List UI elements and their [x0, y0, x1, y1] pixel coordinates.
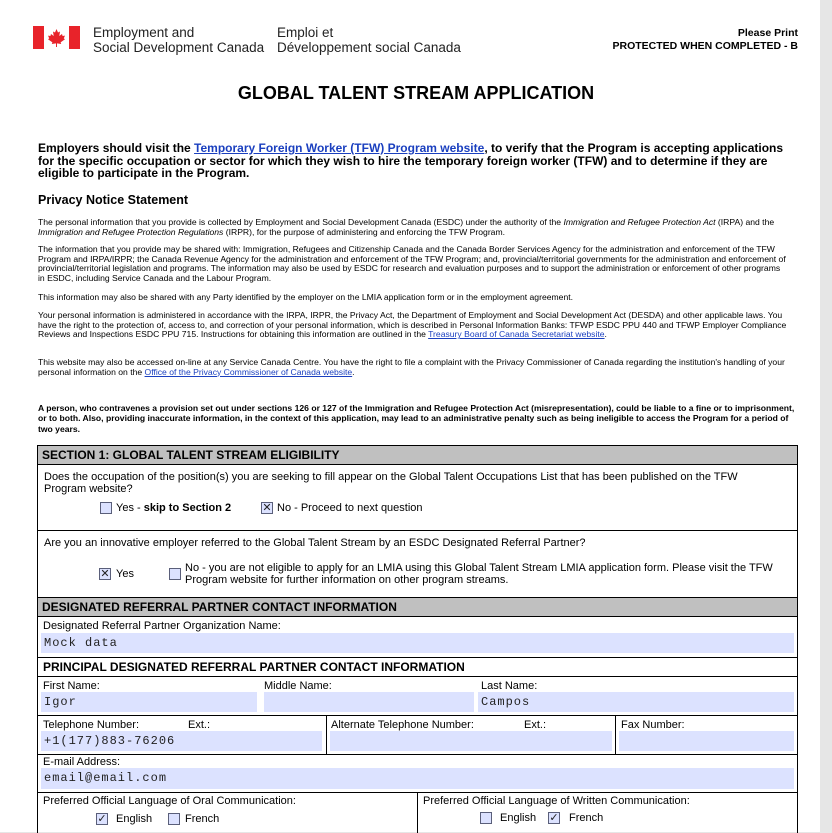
oral-french-checkbox[interactable] [168, 813, 180, 825]
protected-notice [613, 27, 799, 52]
drp-org-field[interactable]: Mock data [41, 633, 794, 653]
q2-no-line2: Program website for further information on other program streams. [185, 573, 509, 586]
divider [615, 716, 616, 754]
drp-heading: DESIGNATED REFERRAL PARTNER CONTACT INFORMATION [37, 598, 798, 616]
misrepresentation-warning: A person, who contravenes a provision set out under sections 126 or 127 of the Immigration and Refugee Protection Act (misrepresentation), could be liable to a fine or to imprisonment, or to both. Also, providing inaccurate information, in the context of this application, may lead to an administrative penalty such as being ineligible to access the Program for a period of two years. [38, 403, 795, 434]
q2-no-line1: No - you are not eligible to apply for an LMIA using this Global Talent Stream LMIA application form. Please visit the TFW [185, 562, 773, 574]
first-name-field[interactable]: Igor [41, 692, 257, 712]
privacy-p1-c: (IRPR), for the purpose of administering and enforcing the TFW Program. [223, 226, 506, 237]
tfw-program-link[interactable]: Temporary Foreign Worker (TFW) Program website [194, 141, 485, 155]
please-print-label: Please Print [737, 27, 798, 39]
privacy-p1-b: (IRPA) and the [715, 217, 775, 227]
drp-org-box [37, 617, 798, 657]
dept-fr-line2: Développement social Canada [277, 40, 461, 55]
scrollbar-track[interactable] [820, 0, 832, 832]
dept-name-en [93, 25, 264, 55]
oral-english-checkbox[interactable]: ✓ [97, 813, 107, 825]
last-name-field[interactable]: Campos [478, 692, 794, 712]
privacy-p5 [38, 358, 788, 377]
middle-name-label: Middle Name: [264, 680, 332, 692]
privacy-commissioner-link[interactable]: Office of the Privacy Commissioner of Canada website [144, 366, 353, 377]
q1-no-checkbox[interactable]: ✕ [262, 502, 272, 514]
q1-text: Does the occupation of the position(s) you are seeking to fill appear on the Global Talent Occupations List that has been published on the TFW Program website? [44, 471, 738, 495]
divider [326, 716, 327, 754]
privacy-p3: This information may also be shared with any Party identified by the employer on the LMIA application form or in the employment agreement. [38, 292, 573, 302]
q1-yes-checkbox[interactable] [100, 502, 112, 514]
fax-field[interactable] [619, 731, 794, 751]
phone-row [37, 716, 798, 754]
privacy-p5-a: This website may also be accessed on-line at any Service Canada Centre. You have the right to file a complaint with the Privacy Commissioner of Canada regarding the institution's handling of your personal information on the [38, 357, 785, 377]
principal-heading: PRINCIPAL DESIGNATED REFERRAL PARTNER CONTACT INFORMATION [43, 660, 465, 674]
oral-french-label: French [185, 813, 220, 825]
privacy-p4 [38, 311, 788, 340]
written-french-label: French [569, 812, 604, 824]
written-french-checkbox[interactable]: ✓ [549, 812, 559, 824]
drp-org-label: Designated Referral Partner Organization Name: [43, 620, 281, 632]
divider [417, 793, 418, 833]
privacy-p2: The information that you provide may be shared with: Immigration, Refugees and Citizenship Canada and the Canada Border Services Agency for the administration and enforcement of the TFW Program and IRPA/IRPR; the Canada Revenue Agency for the administration and enforcement of the TFW Program; and, provincial/territorial governments for the administration and enforcement of provincial/territorial legislation and programs. The information may also be used by ESDC for research and evaluation purposes and to support the administration or enforcement of other programs in ESDC, including Service Canada and the Labour Program. [38, 244, 786, 283]
intro-text [38, 142, 794, 180]
alt-telephone-label: Alternate Telephone Number: [331, 719, 474, 731]
protected-label: PROTECTED WHEN COMPLETED - B [612, 39, 798, 52]
name-row [37, 677, 798, 715]
telephone-field[interactable]: +1(177)883-76206 [41, 731, 322, 751]
privacy-p1-irpr: Immigration and Refugee Protection Regulations [38, 226, 224, 237]
q2-text: Are you an innovative employer referred to the Global Talent Stream by an ESDC Designated Referral Partner? [44, 537, 586, 549]
alt-telephone-field[interactable] [330, 731, 612, 751]
oral-english-label: English [116, 813, 153, 825]
canada-flag-icon [33, 26, 80, 49]
privacy-heading: Privacy Notice Statement [38, 193, 189, 207]
oral-language-label: Preferred Official Language of Oral Communication: [43, 795, 296, 807]
email-row [37, 755, 798, 793]
alt-telephone-ext-label: Ext.: [524, 719, 547, 731]
dept-en-line2: Social Development Canada [93, 40, 265, 55]
written-english-label: English [500, 812, 537, 824]
dept-fr-line1: Emploi et [277, 25, 334, 40]
principal-heading-box [37, 658, 798, 676]
treasury-board-link[interactable]: Treasury Board of Canada Secretariat website [428, 329, 605, 340]
privacy-p4-a: Your personal information is administered in accordance with the IRPA, IRPR, the Privacy Act, the Department of Employment and Social Development Act (DESDA) and other applicable laws. You have the right to the protection of, access to, and correction of your personal information, which is described in Personal Information Banks: TFWP ESDC PPU 440 and TFWP Employer Compliance Reviews and Inspections ESDC PPU 715. Instructions for obtaining this information are outlined in the [38, 310, 787, 340]
section1-heading: SECTION 1: GLOBAL TALENT STREAM ELIGIBILITY [37, 446, 798, 464]
fax-label: Fax Number: [621, 719, 685, 731]
written-english-checkbox[interactable] [480, 812, 492, 824]
dept-en-line1: Employment and [93, 25, 195, 40]
last-name-label: Last Name: [481, 680, 538, 692]
intro-pre: Employers should visit the [38, 141, 195, 155]
privacy-p1-a: The personal information that you provide is collected by Employment and Social Development Canada (ESDC) under the authority of the [38, 217, 564, 227]
q1-no-label: No - Proceed to next question [277, 502, 423, 514]
page-title: GLOBAL TALENT STREAM APPLICATION [237, 83, 595, 103]
privacy-p1-irpa: Immigration and Refugee Protection Act [563, 217, 716, 227]
q2-no-checkbox[interactable] [169, 568, 181, 580]
middle-name-field[interactable] [264, 692, 474, 712]
section1-q2-box [37, 531, 798, 597]
email-field[interactable]: email@email.com [41, 768, 794, 789]
telephone-label: Telephone Number: [43, 719, 140, 731]
q2-yes-label: Yes [116, 568, 134, 580]
q2-yes-checkbox[interactable]: ✕ [100, 568, 110, 580]
q2-no-label [185, 563, 785, 586]
language-row [37, 793, 798, 833]
privacy-p4-b: . [604, 329, 607, 340]
q1-yes-text: Yes - [116, 502, 144, 514]
telephone-ext-label: Ext.: [188, 719, 211, 731]
intro-post: , to verify that the Program is accepting applications for the specific occupation or sector for which they wish to hire the temporary foreign worker (TFW) and to determine if they are eligible to participate in the Program. [38, 141, 784, 181]
email-label: E-mail Address: [43, 756, 121, 768]
first-name-label: First Name: [43, 680, 100, 692]
q1-yes-skip: skip to Section 2 [143, 502, 232, 514]
privacy-p1 [38, 218, 788, 237]
written-language-label: Preferred Official Language of Written Communication: [423, 795, 690, 807]
privacy-p5-b: . [352, 366, 355, 377]
q1-yes-label [116, 502, 231, 514]
section1-q1-box [37, 465, 798, 531]
dept-name-fr [277, 25, 461, 55]
